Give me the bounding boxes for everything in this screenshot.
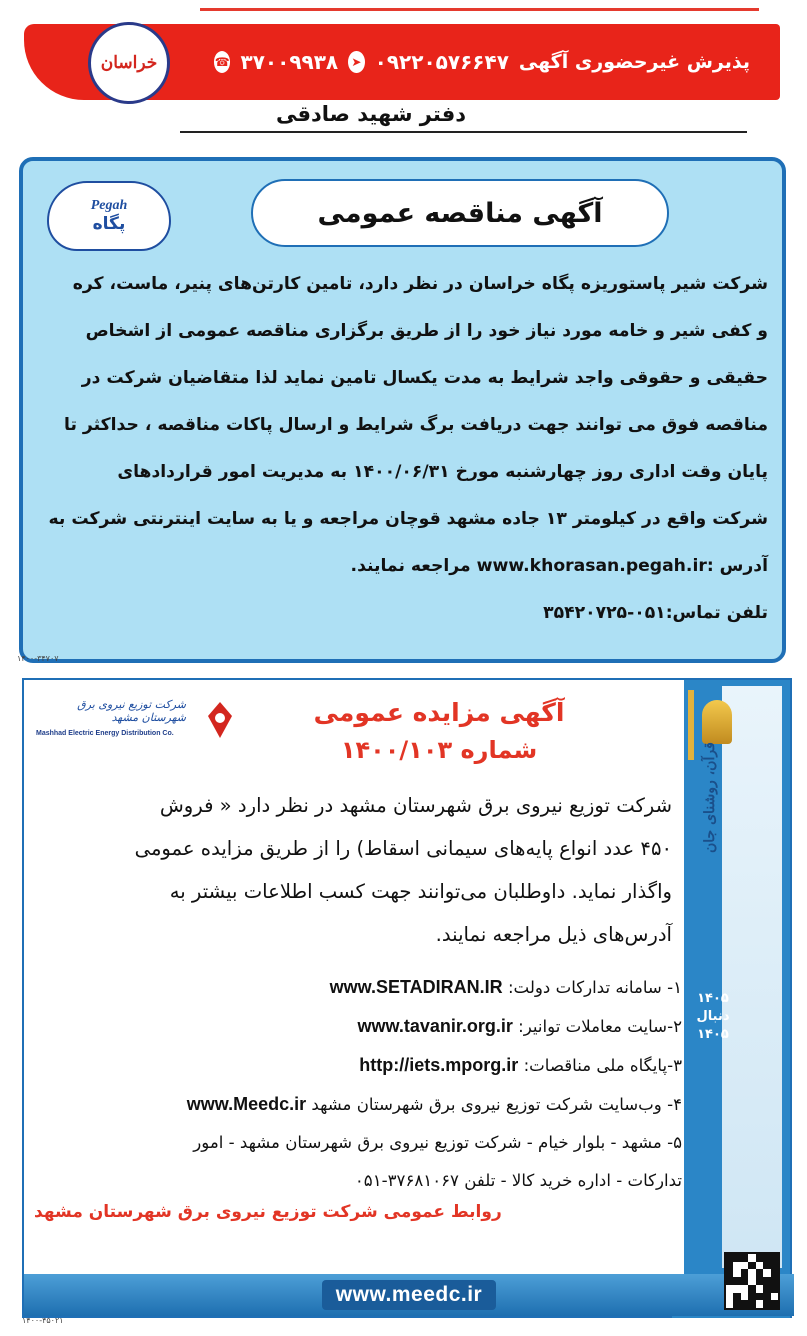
auction-number: شماره ۱۴۰۰/۱۰۳ [340, 736, 538, 764]
auction-paragraph [38, 784, 672, 956]
list-item: ۴- وب‌سایت شرکت توزیع نیروی برق شهرستان مشهد www.Meedc.ir [186, 1094, 682, 1114]
auction-line: ۴۵۰ عدد انواع پایه‌های سیمانی اسقاط) را از طریق مزایده عمومی [134, 837, 672, 860]
tender-line: حقیقی و حقوقی واجد شرایط به مدت یکسال تامین نماید لذا متقاضیان شرکت در [81, 368, 768, 388]
tender-address[interactable]: آدرس :www.khorasan.pegah.ir مراجعه نمایند. [350, 556, 768, 576]
meedc-logo-fa: شرکت توزیع نیروی برق شهرستان مشهد [77, 698, 186, 724]
auction-line: واگذار نماید. داوطلبان می‌توانند جهت کسب اطلاعات بیشتر به [169, 880, 672, 903]
tender-notice [19, 157, 786, 663]
banner-text [214, 36, 750, 88]
pegah-logo-fa: پگاه [92, 214, 126, 234]
tender-line: و کفی شیر و خامه مورد نیاز خود را از طریق برگزاری مناقصه عمومی از اشخاص [85, 321, 768, 341]
pegah-logo-en: Pegah [90, 198, 128, 213]
top-divider [200, 8, 759, 11]
qr-code-icon[interactable] [724, 1252, 780, 1310]
electricity-logo-icon [206, 700, 234, 740]
list-item: ۱- سامانه تدارکات دولت: www.SETADIRAN.IR [329, 977, 682, 997]
meedc-link[interactable]: www.Meedc.ir [186, 1094, 307, 1114]
website-bar [24, 1274, 794, 1316]
list-item: ۳-پایگاه ملی مناقصات: http://iets.mporg.ir [359, 1055, 682, 1075]
phone-icon: ☎ [214, 51, 230, 73]
tender-body [37, 261, 768, 637]
auction-side-panel [672, 680, 790, 1318]
list-item: تدارکات - اداره خرید کالا - تلفن ۳۷۶۸۱۰۶۷-۰۵۱ [354, 1171, 682, 1190]
meedc-logo-en: Mashhad Electric Energy Distribution Co. [36, 730, 174, 737]
auction-line: آدرس‌های ذیل مراجعه نمایند. [435, 923, 672, 946]
auction-address-list [38, 968, 682, 1200]
banner-label: پذیرش غیرحضوری آگهی [518, 51, 750, 73]
tender-line: پایان وقت اداری روز چهارشنبه مورخ ۱۴۰۰/۰۶/۳۱ به مدیریت امور قراردادهای [117, 462, 768, 482]
logo-text: خراسان [100, 53, 158, 73]
tender-line: شرکت واقع در کیلومتر ۱۳ جاده مشهد قوچان مراجعه و یا به سایت اینترنتی شرکت به [48, 509, 768, 529]
website-link[interactable]: www.meedc.ir [322, 1280, 496, 1310]
auction-main [24, 680, 684, 1276]
tender-code: ۱۴۰۰-۳۴۷۰۷ [17, 654, 59, 663]
side-date: ۱۴۰۵ دنبال ۱۴۰۵ [696, 991, 730, 1042]
list-item: ۵- مشهد - بلوار خیام - شرکت توزیع نیروی برق شهرستان مشهد - امور [193, 1133, 682, 1152]
side-calligraphy: قرآن، روشنای جان [702, 742, 718, 854]
auction-code: ۱۴۰۰-۴۵۰۲۱ [22, 1316, 64, 1325]
tender-line: شرکت شیر پاستوریزه پگاه خراسان در نظر دارد، تامین کارتن‌های پنیر، ماست، کره [72, 274, 768, 294]
khorasan-logo [88, 22, 170, 104]
auction-title: آگهی مزایده عمومی [313, 698, 565, 727]
auction-notice [22, 678, 792, 1318]
list-item: ۲-سایت معاملات توانیر: www.tavanir.org.ir [357, 1016, 682, 1036]
mobile-number[interactable]: ۰۹۲۲۰۵۷۶۶۴۷ [374, 50, 509, 74]
tender-title: آگهی مناقصه عمومی [251, 179, 669, 247]
telegram-icon: ➤ [348, 51, 364, 73]
public-relations-signature: روابط عمومی شرکت توزیع نیروی برق شهرستان مشهد [34, 1202, 502, 1222]
pegah-logo [47, 181, 171, 251]
setadiran-link[interactable]: www.SETADIRAN.IR [329, 977, 503, 997]
auction-line: شرکت توزیع نیروی برق شهرستان مشهد در نظر دارد « فروش [159, 794, 672, 817]
tender-line: مناقصه فوق می توانند جهت دریافت برگ شرایط و ارسال پاکات مناقصه ، حداکثر تا [64, 415, 768, 435]
office-underline [180, 131, 747, 133]
office-name: دفتر شهید صادقی [276, 102, 466, 126]
meedc-logo [36, 696, 232, 754]
tavanir-link[interactable]: www.tavanir.org.ir [357, 1016, 513, 1036]
iets-link[interactable]: http://iets.mporg.ir [359, 1055, 519, 1075]
phone-number[interactable]: ۳۷۰۰۹۹۳۸ [240, 50, 339, 74]
tender-phone: تلفن تماس:۰۵۱-۳۵۴۲۰۷۲۵ [543, 603, 768, 623]
